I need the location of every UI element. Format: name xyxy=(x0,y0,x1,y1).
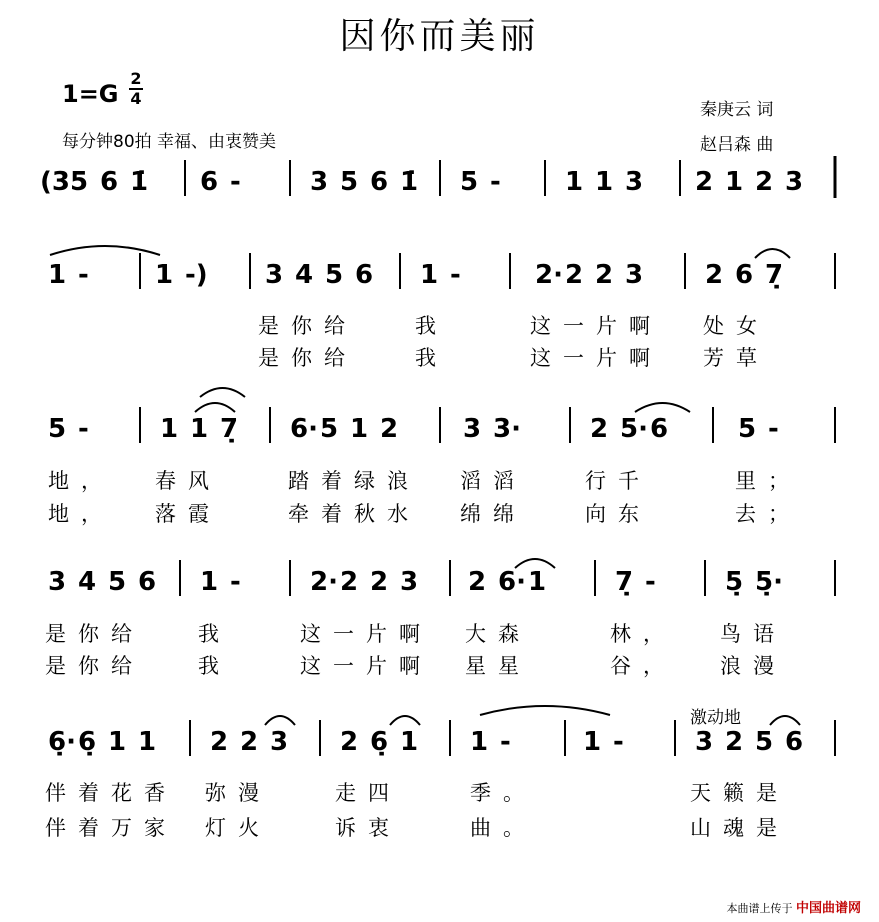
note: 6 xyxy=(785,727,804,757)
note: 2 xyxy=(705,260,724,290)
lyric: 向东 xyxy=(585,502,651,526)
lyric: 滔滔 xyxy=(460,469,526,493)
note: 2 xyxy=(468,567,487,597)
lyric: 踏着绿浪 xyxy=(288,469,420,493)
note: 1 xyxy=(595,167,614,197)
lyric: 季。 xyxy=(470,781,536,805)
expression-mark: 激动地 xyxy=(690,708,741,728)
note: 2 xyxy=(210,727,229,757)
note: 1 xyxy=(190,414,209,444)
lyric: 我 xyxy=(415,314,448,338)
lyric: 伴着花香 xyxy=(45,781,177,805)
note: - xyxy=(490,167,501,197)
note: 5 xyxy=(738,414,757,444)
page-title: 因你而美丽 xyxy=(339,16,540,57)
lyric: 这一片啊 xyxy=(300,622,432,646)
note: 2· xyxy=(310,567,338,597)
note: - xyxy=(230,167,241,197)
note: 2 xyxy=(240,727,259,757)
lyric: 处女 xyxy=(703,314,769,338)
lyric: 地， xyxy=(48,502,114,526)
slur xyxy=(755,249,790,258)
lyric: 谷， xyxy=(610,654,676,678)
footer-text: 本曲谱上传于 xyxy=(726,902,793,915)
note: 2 xyxy=(590,414,609,444)
note: 7̣ xyxy=(615,567,634,597)
lyric: 行千 xyxy=(585,469,651,493)
note: 6 xyxy=(100,167,119,197)
lyric: 绵绵 xyxy=(460,502,526,526)
note: - xyxy=(768,414,779,444)
note: 2 xyxy=(565,260,584,290)
lyric: 诉衷 xyxy=(335,816,401,840)
lyric: 我 xyxy=(198,654,231,678)
note: 5· xyxy=(620,414,648,444)
note: 7̣ xyxy=(765,260,784,290)
time-signature-bottom: 4 xyxy=(130,89,142,108)
note: 6 xyxy=(200,167,219,197)
note: 3 xyxy=(625,260,644,290)
lyric: 里； xyxy=(735,469,801,493)
lyric: 星星 xyxy=(465,654,531,678)
note: 4 xyxy=(295,260,314,290)
lyric: 是你给 xyxy=(258,314,357,338)
note: 6 xyxy=(650,414,669,444)
note: 1 xyxy=(565,167,584,197)
slur xyxy=(770,716,800,725)
key-signature: 1=G xyxy=(62,80,119,108)
lyric: 伴着万家 xyxy=(45,816,177,840)
note: 5 xyxy=(108,567,127,597)
footer xyxy=(726,897,861,916)
slur xyxy=(390,716,420,725)
note: 5̣ xyxy=(725,567,744,597)
note: 2 xyxy=(380,414,399,444)
lyric: 浪漫 xyxy=(720,654,786,678)
note: 3 xyxy=(463,414,482,444)
lyric: 落霞 xyxy=(155,502,221,526)
note: 6 xyxy=(735,260,754,290)
lyric: 地， xyxy=(48,469,114,493)
note: 5 xyxy=(325,260,344,290)
note: 1 xyxy=(108,727,127,757)
lyric: 灯火 xyxy=(205,816,271,840)
note: 1 xyxy=(200,567,219,597)
note: - xyxy=(78,414,89,444)
note: 5 xyxy=(48,414,67,444)
note: 6 xyxy=(138,567,157,597)
note: - xyxy=(500,727,511,757)
note: 5 xyxy=(460,167,479,197)
slur xyxy=(195,403,235,412)
composer: 赵吕森 曲 xyxy=(700,135,774,155)
note: 1 xyxy=(470,727,489,757)
note: 1 xyxy=(583,727,602,757)
lyric: 芳草 xyxy=(703,346,769,370)
lyric: 这一片啊 xyxy=(300,654,432,678)
note: 6 xyxy=(355,260,374,290)
note: 2· xyxy=(535,260,563,290)
note: 1 xyxy=(528,567,547,597)
note: 3 xyxy=(270,727,289,757)
note: 6· xyxy=(290,414,318,444)
note: 3· xyxy=(493,414,521,444)
note: 6̣ xyxy=(78,727,97,757)
lyric: 弥漫 xyxy=(205,781,271,805)
note: 6· xyxy=(498,567,526,597)
note: 1̇ xyxy=(130,167,149,197)
lyric: 我 xyxy=(415,346,448,370)
lyric: 鸟语 xyxy=(720,622,786,646)
note: 5 xyxy=(340,167,359,197)
note: 1 xyxy=(138,727,157,757)
note: 1 xyxy=(155,260,174,290)
note: 4 xyxy=(78,567,97,597)
note: 6̣· xyxy=(48,727,76,757)
note: 1 xyxy=(160,414,179,444)
note: -) xyxy=(185,260,208,290)
lyric: 大森 xyxy=(465,622,531,646)
note: 6 xyxy=(370,167,389,197)
note: - xyxy=(230,567,241,597)
note: 5 xyxy=(755,727,774,757)
note: - xyxy=(613,727,624,757)
note: 3 xyxy=(48,567,67,597)
note: 7̣ xyxy=(220,414,239,444)
note: 3 xyxy=(785,167,804,197)
note: 2 xyxy=(340,567,359,597)
note: 2 xyxy=(370,567,389,597)
time-signature-top: 2 xyxy=(130,69,142,88)
lyric: 林， xyxy=(610,622,676,646)
note: 2 xyxy=(695,167,714,197)
lyric: 我 xyxy=(198,622,231,646)
note: 6̣ xyxy=(370,727,389,757)
note: 3 xyxy=(625,167,644,197)
tempo-mood: 每分钟80拍 幸福、由衷赞美 xyxy=(62,132,277,152)
slur xyxy=(635,403,690,412)
note: 5 xyxy=(320,414,339,444)
note: 2 xyxy=(595,260,614,290)
lyric: 这一片啊 xyxy=(530,346,662,370)
note: 5 xyxy=(70,167,89,197)
footer-brand: 中国曲谱网 xyxy=(795,901,861,916)
lyric: 这一片啊 xyxy=(530,314,662,338)
slur xyxy=(480,706,610,715)
note: 5̣· xyxy=(755,567,783,597)
note: 1 xyxy=(420,260,439,290)
note: 1 xyxy=(350,414,369,444)
note: 3 xyxy=(695,727,714,757)
note: 2 xyxy=(755,167,774,197)
slur xyxy=(265,716,295,725)
note: 3 xyxy=(310,167,329,197)
lyricist: 秦庚云 词 xyxy=(700,100,774,120)
slur xyxy=(200,388,245,397)
note: - xyxy=(78,260,89,290)
note: - xyxy=(645,567,656,597)
note: 2 xyxy=(725,727,744,757)
lyric: 春风 xyxy=(155,469,221,493)
lyric: 是你给 xyxy=(258,346,357,370)
note: 1̇ xyxy=(400,167,419,197)
slur xyxy=(50,246,160,255)
note: 1 xyxy=(48,260,67,290)
lyric: 山魂是 xyxy=(690,816,789,840)
lyric: 曲。 xyxy=(470,816,536,840)
note: (3 xyxy=(40,167,70,197)
note: 3 xyxy=(265,260,284,290)
note: 3 xyxy=(400,567,419,597)
lyric: 牵着秋水 xyxy=(288,502,420,526)
lyric: 走四 xyxy=(335,781,401,805)
note: - xyxy=(450,260,461,290)
note: 1 xyxy=(400,727,419,757)
note: 2 xyxy=(340,727,359,757)
lyric: 天籁是 xyxy=(690,781,789,805)
lyric: 去； xyxy=(735,502,801,526)
lyric: 是你给 xyxy=(45,622,144,646)
lyric: 是你给 xyxy=(45,654,144,678)
note: 1 xyxy=(725,167,744,197)
